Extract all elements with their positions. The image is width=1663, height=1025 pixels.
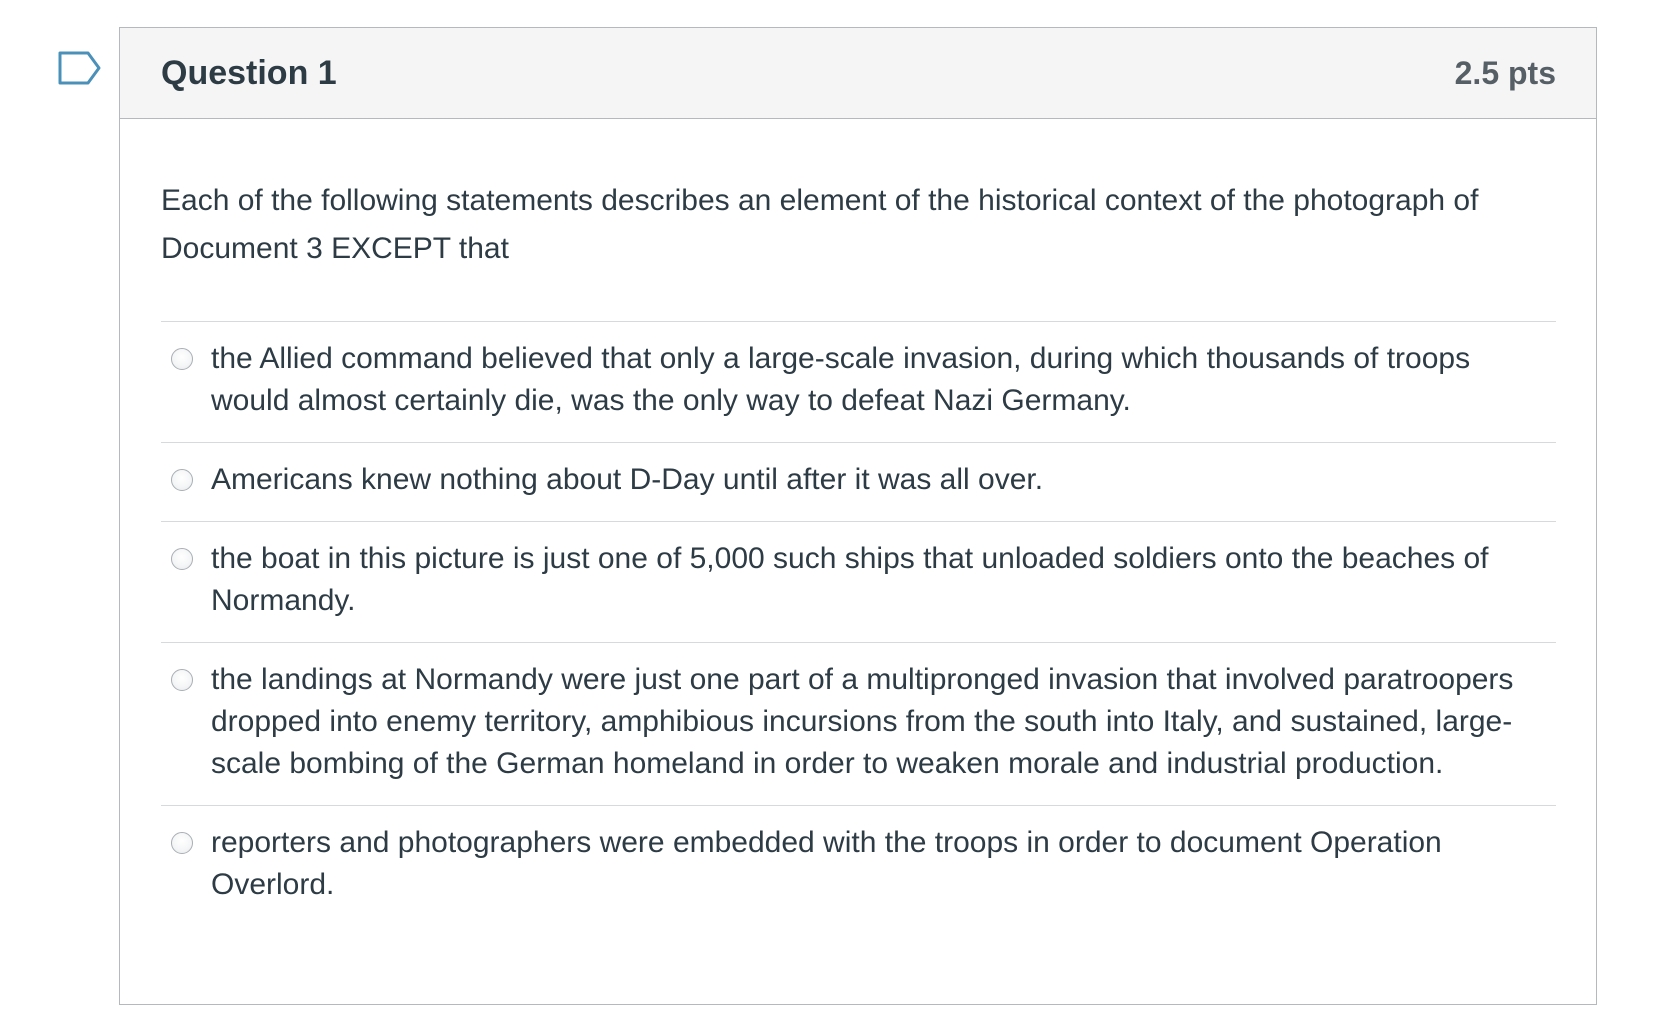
answer-option[interactable] [161,806,1556,926]
radio-button[interactable] [171,832,193,854]
answer-option[interactable] [161,643,1556,806]
flag-question-button[interactable] [58,51,102,87]
radio-button[interactable] [171,548,193,570]
question-points: 2.5 pts [1454,54,1556,91]
answer-label: reporters and photographers were embedded with the troops in order to document Operation Overlord. [211,826,1442,901]
answer-option[interactable] [161,443,1556,522]
flag-outline-icon [58,51,102,87]
answer-label: the Allied command believed that only a large-scale invasion, during which thousands of troops would almost certainly die, was the only way to defeat Nazi Germany. [211,342,1471,417]
answer-label: the boat in this picture is just one of 5,000 such ships that unloaded soldiers onto the beaches of Normandy. [211,542,1489,617]
answer-label: the landings at Normandy were just one part of a multipronged invasion that involved paratroopers dropped into enemy territory, amphibious incursions from the south into Italy, and sustained, large-scale bombing of the German homeland in order to weaken morale and industrial production. [211,663,1514,780]
answer-list [161,321,1556,926]
answer-option[interactable] [161,522,1556,643]
question-title: Question 1 [161,53,337,92]
question-card [119,27,1597,1005]
answer-option[interactable] [161,322,1556,443]
answer-label: Americans knew nothing about D-Day until after it was all over. [211,463,1044,496]
radio-button[interactable] [171,669,193,691]
radio-button[interactable] [171,469,193,491]
question-text: Each of the following statements describes an element of the historical context of the photograph of Document 3 EXCEPT that [161,184,1479,265]
question-header [120,28,1596,119]
question-body [120,119,1596,926]
radio-button[interactable] [171,348,193,370]
